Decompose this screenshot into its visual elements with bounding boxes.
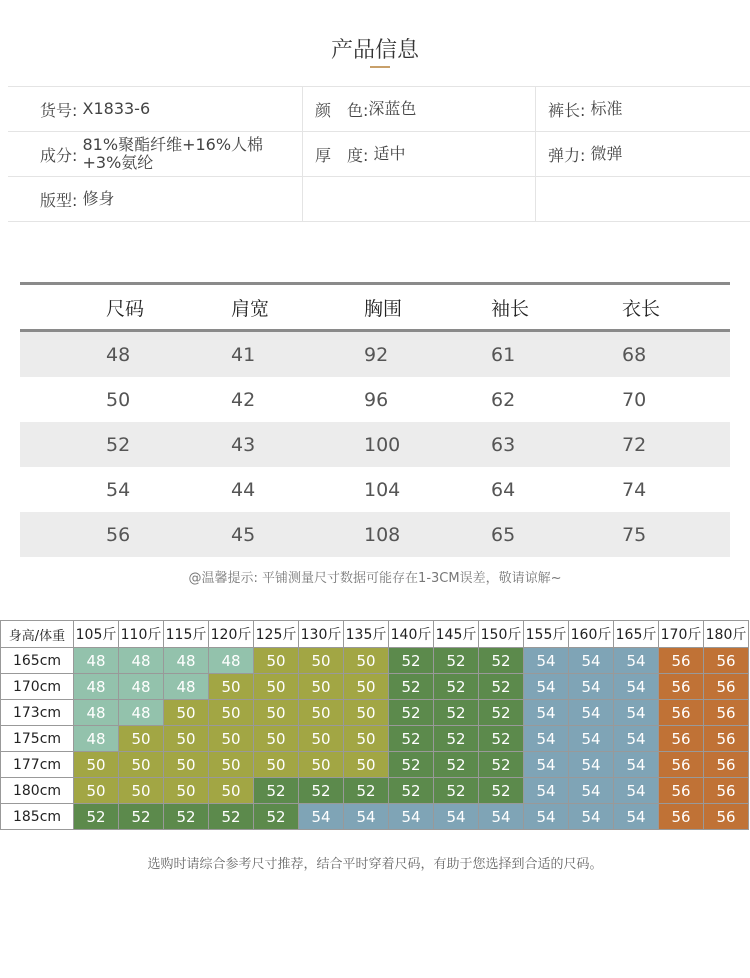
recommended-size-cell: 56: [659, 648, 704, 674]
recommended-size-cell: 52: [209, 804, 254, 830]
size-table-cell: 100: [350, 422, 479, 467]
weight-header: 160斤: [569, 621, 614, 648]
recommended-size-cell: 52: [479, 778, 524, 804]
recommended-size-cell: 50: [254, 752, 299, 778]
recommended-size-cell: 50: [299, 648, 344, 674]
size-table-header-row: [20, 284, 730, 331]
height-row: [1, 700, 749, 726]
info-label: 成分:: [40, 145, 78, 165]
recommended-size-cell: 50: [254, 674, 299, 700]
recommended-size-cell: 54: [569, 700, 614, 726]
recommended-size-cell: 56: [704, 752, 749, 778]
recommended-size-cell: 56: [704, 674, 749, 700]
composition-line-2: +3%氨纶: [82, 153, 154, 172]
size-table-cell: 74: [622, 478, 647, 501]
recommended-size-cell: 52: [434, 700, 479, 726]
info-value: 深蓝色: [368, 99, 417, 118]
recommended-size-cell: 52: [389, 752, 434, 778]
column-header-shoulder: 肩宽: [219, 284, 350, 331]
recommended-size-cell: 50: [299, 674, 344, 700]
recommended-size-cell: 56: [704, 778, 749, 804]
recommended-size-cell: 54: [614, 674, 659, 700]
recommended-size-cell: 48: [209, 648, 254, 674]
height-label: 165cm: [1, 648, 74, 674]
weight-header-row: [1, 621, 749, 648]
size-table-cell: 72: [610, 422, 730, 467]
recommended-size-cell: 54: [569, 778, 614, 804]
recommended-size-cell: 54: [614, 700, 659, 726]
recommended-size-cell: 52: [344, 778, 389, 804]
info-cell: [536, 132, 750, 177]
recommended-size-cell: 54: [524, 726, 569, 752]
info-label: 厚 度:: [315, 145, 369, 165]
weight-header: 155斤: [524, 621, 569, 648]
info-cell: [8, 132, 303, 177]
size-table-cell: 45: [219, 512, 350, 557]
recommended-size-cell: 52: [254, 804, 299, 830]
recommended-size-cell: 52: [389, 674, 434, 700]
recommended-size-cell: 54: [524, 752, 569, 778]
recommended-size-cell: 52: [74, 804, 119, 830]
recommended-size-cell: 50: [119, 752, 164, 778]
recommended-size-cell: 52: [254, 778, 299, 804]
recommended-size-cell: 50: [74, 778, 119, 804]
recommended-size-cell: 56: [659, 752, 704, 778]
info-value: 适中: [373, 144, 406, 163]
recommended-size-cell: 50: [164, 778, 209, 804]
weight-header: 165斤: [614, 621, 659, 648]
recommended-size-cell: 50: [209, 726, 254, 752]
recommended-size-cell: 50: [299, 700, 344, 726]
info-label: 版型:: [40, 190, 78, 210]
recommended-size-cell: 50: [254, 648, 299, 674]
size-table-cell: 42: [231, 388, 256, 411]
recommended-size-cell: 48: [119, 700, 164, 726]
size-table-cell: 104: [364, 478, 401, 501]
size-table-cell: 92: [350, 331, 479, 378]
height-label: 185cm: [1, 804, 74, 830]
info-row: [8, 87, 750, 132]
recommended-size-cell: 54: [524, 778, 569, 804]
recommended-size-cell: 54: [344, 804, 389, 830]
height-label: 177cm: [1, 752, 74, 778]
info-label: 裤长:: [548, 100, 586, 120]
info-value: 标准: [590, 99, 623, 118]
info-cell: [536, 87, 750, 132]
column-header-size: 尺码: [20, 284, 219, 331]
size-table-cell: 48: [20, 331, 219, 378]
size-chart-table: [20, 282, 730, 557]
recommended-size-cell: 52: [299, 778, 344, 804]
recommended-size-cell: 52: [434, 674, 479, 700]
size-table-row: [20, 377, 730, 422]
recommended-size-cell: 54: [524, 648, 569, 674]
recommended-size-cell: 52: [479, 700, 524, 726]
info-cell: [303, 132, 536, 177]
info-cell: [8, 177, 303, 222]
recommended-size-cell: 52: [389, 700, 434, 726]
recommended-size-cell: 56: [659, 700, 704, 726]
info-value-multiline: [83, 136, 264, 172]
size-table-row: [20, 422, 730, 467]
recommended-size-cell: 52: [479, 752, 524, 778]
recommended-size-cell: 48: [119, 674, 164, 700]
weight-header: 120斤: [209, 621, 254, 648]
recommended-size-cell: 54: [434, 804, 479, 830]
recommended-size-cell: 52: [479, 648, 524, 674]
recommended-size-cell: 56: [659, 804, 704, 830]
weight-header: 105斤: [74, 621, 119, 648]
size-table-row: [20, 467, 730, 512]
recommended-size-cell: 52: [389, 648, 434, 674]
height-label: 180cm: [1, 778, 74, 804]
recommended-size-cell: 54: [389, 804, 434, 830]
height-label: 175cm: [1, 726, 74, 752]
recommended-size-cell: 50: [164, 726, 209, 752]
size-table-cell: 65: [479, 512, 610, 557]
column-header-chest: 胸围: [350, 284, 479, 331]
size-table-cell: 44: [231, 478, 256, 501]
recommended-size-cell: 50: [209, 700, 254, 726]
height-label: 173cm: [1, 700, 74, 726]
recommended-size-cell: 54: [524, 674, 569, 700]
size-table-row: [20, 512, 730, 557]
recommended-size-cell: 50: [209, 674, 254, 700]
weight-header: 145斤: [434, 621, 479, 648]
size-recommendation-table: [0, 620, 749, 830]
size-table-cell: 68: [610, 331, 730, 378]
recommended-size-cell: 50: [344, 674, 389, 700]
recommended-size-cell: 52: [389, 726, 434, 752]
recommended-size-cell: 50: [119, 778, 164, 804]
size-table-cell: 54: [106, 478, 131, 501]
recommended-size-cell: 54: [569, 726, 614, 752]
recommended-size-cell: 54: [569, 648, 614, 674]
recommended-size-cell: 50: [344, 726, 389, 752]
recommended-size-cell: 56: [659, 674, 704, 700]
weight-header: 170斤: [659, 621, 704, 648]
info-label: 颜 色:: [315, 100, 369, 120]
recommended-size-cell: 48: [164, 674, 209, 700]
recommended-size-cell: 56: [704, 648, 749, 674]
page-title: 产品信息: [330, 38, 419, 63]
recommended-size-cell: 50: [209, 778, 254, 804]
recommended-size-cell: 50: [164, 700, 209, 726]
info-label: 货号:: [40, 100, 78, 120]
height-row: [1, 674, 749, 700]
recommended-size-cell: 48: [119, 648, 164, 674]
size-table-cell: 61: [479, 331, 610, 378]
recommended-size-cell: 50: [254, 726, 299, 752]
weight-header: 135斤: [344, 621, 389, 648]
recommended-size-cell: 54: [614, 648, 659, 674]
info-value: 修身: [82, 189, 115, 208]
size-table-cell: 52: [20, 422, 219, 467]
recommended-size-cell: 56: [659, 778, 704, 804]
recommended-size-cell: 52: [164, 804, 209, 830]
recommended-size-cell: 48: [74, 700, 119, 726]
recommended-size-cell: 54: [569, 674, 614, 700]
recommended-size-cell: 52: [434, 726, 479, 752]
recommended-size-cell: 56: [659, 726, 704, 752]
size-table-cell: 62: [491, 388, 516, 411]
recommended-size-cell: 48: [74, 674, 119, 700]
recommended-size-cell: 50: [299, 726, 344, 752]
info-cell-empty: [536, 177, 750, 222]
recommended-size-cell: 50: [344, 648, 389, 674]
info-cell: [8, 87, 303, 132]
recommended-size-cell: 52: [434, 778, 479, 804]
footer-note: 选购时请综合参考尺寸推荐，结合平时穿着尺码，有助于您选择到合适的尺码。: [147, 857, 603, 872]
recommended-size-cell: 54: [569, 804, 614, 830]
info-value: 微弹: [590, 144, 623, 163]
measurement-tip: @温馨提示: 平铺测量尺寸数据可能存在1-3CM误差，敬请谅解~: [188, 571, 562, 586]
weight-header: 150斤: [479, 621, 524, 648]
recommended-size-cell: 48: [164, 648, 209, 674]
size-table-cell: 63: [479, 422, 610, 467]
recommended-size-cell: 54: [524, 804, 569, 830]
recommended-size-cell: 50: [344, 752, 389, 778]
recommended-size-cell: 52: [119, 804, 164, 830]
recommendation-body: [1, 648, 749, 830]
recommended-size-cell: 50: [74, 752, 119, 778]
recommended-size-cell: 54: [299, 804, 344, 830]
size-table-cell: 41: [219, 331, 350, 378]
size-table-cell: 56: [20, 512, 219, 557]
recommended-size-cell: 54: [614, 804, 659, 830]
size-table-cell: 43: [219, 422, 350, 467]
recommended-size-cell: 54: [479, 804, 524, 830]
height-row: [1, 726, 749, 752]
size-table-row: [20, 331, 730, 378]
recommended-size-cell: 50: [299, 752, 344, 778]
height-row: [1, 648, 749, 674]
weight-header: 125斤: [254, 621, 299, 648]
recommended-size-cell: 52: [434, 752, 479, 778]
info-cell-empty: [303, 177, 536, 222]
recommended-size-cell: 50: [344, 700, 389, 726]
weight-header: 110斤: [119, 621, 164, 648]
weight-header: 130斤: [299, 621, 344, 648]
height-row: [1, 778, 749, 804]
info-cell: [303, 87, 536, 132]
info-row: [8, 132, 750, 177]
recommended-size-cell: 50: [164, 752, 209, 778]
recommended-size-cell: 50: [209, 752, 254, 778]
info-row: [8, 177, 750, 222]
recommended-size-cell: 52: [389, 778, 434, 804]
recommended-size-cell: 52: [479, 674, 524, 700]
size-table-cell: 70: [622, 388, 647, 411]
recommended-size-cell: 56: [704, 700, 749, 726]
recommended-size-cell: 50: [254, 700, 299, 726]
weight-header: 115斤: [164, 621, 209, 648]
recommended-size-cell: 54: [614, 778, 659, 804]
recommended-size-cell: 54: [614, 726, 659, 752]
height-label: 170cm: [1, 674, 74, 700]
column-header-sleeve: 袖长: [479, 284, 610, 331]
recommended-size-cell: 54: [524, 700, 569, 726]
size-table-cell: 96: [364, 388, 389, 411]
recommended-size-cell: 50: [119, 726, 164, 752]
product-info-table: [8, 86, 750, 222]
height-row: [1, 804, 749, 830]
weight-header: 140斤: [389, 621, 434, 648]
height-weight-corner-label: 身高/体重: [1, 621, 74, 648]
size-table-body: [20, 331, 730, 558]
recommended-size-cell: 48: [74, 726, 119, 752]
info-value: X1833-6: [82, 99, 151, 118]
size-table-cell: 64: [491, 478, 516, 501]
size-table-cell: 75: [610, 512, 730, 557]
composition-line-1: 81%聚酯纤维+16%人棉: [82, 135, 264, 154]
info-label: 弹力:: [548, 145, 586, 165]
recommended-size-cell: 48: [74, 648, 119, 674]
weight-header: 180斤: [704, 621, 749, 648]
size-table-cell: 50: [106, 388, 131, 411]
recommended-size-cell: 54: [569, 752, 614, 778]
height-row: [1, 752, 749, 778]
size-table-cell: 108: [350, 512, 479, 557]
recommended-size-cell: 56: [704, 804, 749, 830]
column-header-length: 衣长: [610, 284, 730, 331]
recommended-size-cell: 52: [434, 648, 479, 674]
recommended-size-cell: 56: [704, 726, 749, 752]
recommended-size-cell: 52: [479, 726, 524, 752]
title-underline: [370, 66, 390, 68]
recommended-size-cell: 54: [614, 752, 659, 778]
